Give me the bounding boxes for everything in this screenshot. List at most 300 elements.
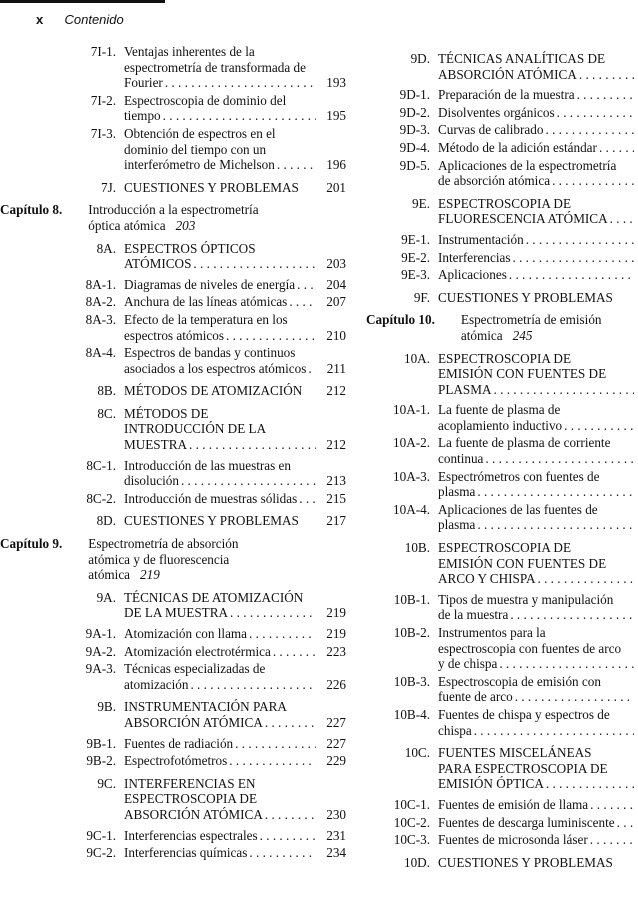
toc-number: 10B-4. xyxy=(393,706,430,722)
toc-subsection xyxy=(58,345,346,376)
toc-title-line xyxy=(438,173,634,189)
toc-subsection xyxy=(58,294,346,310)
toc-title-line xyxy=(124,277,316,293)
toc-title xyxy=(438,745,634,792)
toc-number: 8A. xyxy=(96,240,116,256)
toc-title-text: Fuentes de microsonda láser xyxy=(438,832,588,848)
toc-column-left xyxy=(0,44,346,863)
toc-leader-dots xyxy=(299,491,316,507)
toc-title-line xyxy=(124,753,316,769)
toc-title-line xyxy=(124,312,316,328)
toc-subsection xyxy=(58,312,346,343)
toc-page-number: 223 xyxy=(326,643,346,659)
toc-title-text: TÉCNICAS DE ATOMIZACIÓN xyxy=(124,589,304,605)
toc-number: 9D. xyxy=(410,51,430,66)
toc-section xyxy=(58,241,346,272)
toc-number: 10A-2. xyxy=(393,435,430,451)
toc-title-text: ESPECTROS ÓPTICOS xyxy=(124,240,256,256)
toc-number: 9E. xyxy=(412,195,430,211)
toc-number: 9E-2. xyxy=(401,249,430,265)
toc-subsection xyxy=(58,458,346,489)
toc-leader-dots xyxy=(235,736,316,752)
toc-title-line xyxy=(124,294,316,310)
toc-title-text: Obtención de espectros en el xyxy=(124,125,276,141)
toc-title-line xyxy=(124,361,316,377)
toc-title-text: acoplamiento inductivo xyxy=(438,417,563,433)
toc-title xyxy=(124,294,316,310)
toc-title xyxy=(124,699,316,730)
toc-number: 10A. xyxy=(403,350,430,366)
toc-title-line xyxy=(124,715,316,731)
toc-number: 7I-2. xyxy=(90,92,116,108)
toc-title-text: Espectrofotómetros xyxy=(124,753,228,769)
toc-title-text: EMISIÓN CON FUENTES DE xyxy=(438,555,607,571)
toc-title-line xyxy=(438,140,634,156)
toc-subsection xyxy=(58,845,346,861)
toc-leader-dots xyxy=(537,571,634,587)
toc-page-number: 229 xyxy=(326,753,346,769)
toc-page-number: 212 xyxy=(326,437,346,453)
toc-leader-dots xyxy=(249,845,316,861)
toc-title-text: Ventajas inherentes de la xyxy=(124,44,255,59)
toc-title-text: Instrumentación xyxy=(438,231,524,247)
toc-subsection xyxy=(58,828,346,844)
toc-title-text: CUESTIONES Y PROBLEMAS xyxy=(124,513,299,529)
toc-page-number: 226 xyxy=(326,676,346,692)
toc-title-line xyxy=(124,126,316,142)
toc-title-line xyxy=(438,723,634,739)
toc-title xyxy=(438,51,634,82)
toc-title-line xyxy=(438,418,634,434)
toc-title-line xyxy=(438,776,634,792)
toc-number: 8A-1. xyxy=(85,276,116,292)
toc-number: 10C. xyxy=(404,745,430,761)
toc-subsection xyxy=(372,502,634,533)
toc-title-text: atomización xyxy=(124,676,189,692)
toc-section xyxy=(372,51,634,82)
toc-page-number: 203 xyxy=(175,217,196,233)
toc-leader-dots xyxy=(546,776,634,792)
toc-title-text: Espectrometría de absorción xyxy=(88,536,239,552)
toc-leader-dots xyxy=(510,607,634,623)
toc-title-text: Disolventes orgánicos xyxy=(438,104,555,120)
toc-number: 10D. xyxy=(403,854,430,870)
toc-title-line xyxy=(438,592,634,608)
toc-leader-dots xyxy=(226,328,316,344)
toc-title xyxy=(438,832,634,848)
toc-subsection xyxy=(58,626,346,642)
toc-title-text: Fuentes de radiación xyxy=(124,735,234,751)
toc-title-line xyxy=(124,108,316,124)
toc-number: 9C. xyxy=(97,775,116,791)
toc-title-text: Aplicaciones xyxy=(438,267,507,283)
toc-number: 9D-2. xyxy=(399,104,430,120)
toc-title xyxy=(124,383,316,399)
toc-title-text: dominio del tiempo con un xyxy=(124,141,267,157)
toc-page-number: 230 xyxy=(326,806,346,822)
toc-title-line xyxy=(438,267,634,283)
toc-title-text: Espectroscopia de dominio del xyxy=(124,92,287,108)
toc-page-number: 204 xyxy=(326,276,346,292)
toc-title-line xyxy=(438,51,634,67)
toc-title-line xyxy=(124,93,316,109)
toc-subsection xyxy=(372,250,634,266)
toc-title-line xyxy=(438,250,634,266)
toc-number: 8C-1. xyxy=(86,457,116,473)
toc-title-line xyxy=(124,626,316,642)
toc-title-text: chispa xyxy=(438,722,472,738)
toc-title xyxy=(438,540,634,587)
toc-leader-dots xyxy=(477,517,634,533)
toc-page-number: 203 xyxy=(326,256,346,272)
toc-title-line xyxy=(438,105,634,121)
toc-title-line xyxy=(438,382,634,398)
toc-title-text: Atomización con llama xyxy=(124,626,248,641)
toc-title-line xyxy=(124,677,316,693)
toc-title xyxy=(124,626,316,642)
toc-leader-dots xyxy=(190,677,316,693)
toc-title-text: Espectroscopia de emisión con xyxy=(438,673,601,689)
toc-title xyxy=(124,406,316,453)
toc-title-text: ESPECTROSCOPIA DE xyxy=(438,195,572,211)
toc-title-line xyxy=(124,807,316,823)
toc-title-text: PARA ESPECTROSCOPIA DE xyxy=(438,760,608,776)
toc-title-line xyxy=(124,513,316,529)
toc-title-text: Anchura de las líneas atómicas xyxy=(124,294,288,310)
toc-title xyxy=(124,661,316,692)
toc-title-text: Curvas de calibrado xyxy=(438,122,544,138)
toc-subsection xyxy=(372,122,634,138)
toc-subsection xyxy=(372,105,634,121)
toc-title-text: Preparación de la muestra xyxy=(438,87,575,103)
toc-section xyxy=(372,351,634,398)
toc-number: 9D-1. xyxy=(399,87,430,103)
toc-number: 9B-2. xyxy=(86,753,116,769)
toc-title-line xyxy=(124,828,316,844)
toc-title-line xyxy=(438,556,634,572)
toc-title-line xyxy=(438,517,634,533)
toc-title-text: Método de la adición estándar xyxy=(438,139,597,155)
toc-leader-dots xyxy=(181,473,316,489)
toc-title-text: MUESTRA xyxy=(124,437,188,453)
toc-page-number: 195 xyxy=(326,108,346,124)
toc-title-text: espectros atómicos xyxy=(124,327,224,343)
toc-leader-dots xyxy=(229,753,316,769)
toc-subsection xyxy=(372,87,634,103)
toc-number: 9B. xyxy=(97,699,116,715)
toc-leader-dots xyxy=(485,451,634,467)
toc-title xyxy=(438,105,634,121)
toc-number: 10A-4. xyxy=(393,501,430,517)
toc-title xyxy=(438,592,634,623)
toc-title-text: Fuentes de descarga luminiscente xyxy=(438,814,615,830)
toc-page-number: 196 xyxy=(326,157,346,173)
toc-title-text: de la muestra xyxy=(438,607,509,623)
toc-section xyxy=(58,383,346,399)
toc-title-line xyxy=(438,158,634,174)
toc-title-line xyxy=(438,469,634,485)
toc-subsection xyxy=(372,797,634,813)
toc-subsection xyxy=(372,707,634,738)
toc-section xyxy=(372,540,634,587)
toc-subsection xyxy=(372,592,634,623)
toc-title-line xyxy=(124,605,316,621)
toc-title-line xyxy=(438,707,634,723)
toc-leader-dots xyxy=(260,828,316,844)
toc-number: 8D. xyxy=(96,513,116,529)
toc-title-line xyxy=(124,644,316,660)
toc-title xyxy=(124,513,316,529)
toc-title-text: PLASMA xyxy=(438,381,492,397)
toc-title-line xyxy=(438,290,634,306)
toc-title-text: atómica xyxy=(88,567,131,583)
toc-title-line xyxy=(124,256,316,272)
toc-title-text: ESPECTROSCOPIA DE xyxy=(438,540,572,556)
toc-title-line xyxy=(124,736,316,752)
running-header xyxy=(36,12,124,28)
toc-leader-dots xyxy=(564,418,634,434)
toc-title-text: Interferencias espectrales xyxy=(124,827,258,843)
toc-title-text: INSTRUMENTACIÓN PARA xyxy=(124,699,287,715)
toc-title-line xyxy=(438,641,634,657)
toc-title-text: FUENTES MISCELÁNEAS xyxy=(438,745,592,761)
toc-number: 9E-3. xyxy=(401,267,430,283)
toc-number: 9C-1. xyxy=(86,827,116,843)
toc-leader-dots xyxy=(590,797,634,813)
toc-page-number: 211 xyxy=(326,360,346,376)
toc-subsection xyxy=(58,644,346,660)
toc-number: 10C-2. xyxy=(393,814,430,830)
toc-title xyxy=(124,241,316,272)
toc-title-text: ABSORCIÓN ATÓMICA xyxy=(438,66,577,82)
toc-title-text: CUESTIONES Y PROBLEMAS xyxy=(438,854,613,870)
toc-title xyxy=(438,815,634,831)
toc-title-line xyxy=(124,661,316,677)
toc-title-text: de absorción atómica xyxy=(438,173,551,189)
toc-title-text: CUESTIONES Y PROBLEMAS xyxy=(438,289,613,305)
toc-title-text: atómica xyxy=(460,327,503,343)
toc-title-line xyxy=(124,345,316,361)
toc-subsection xyxy=(58,491,346,507)
toc-title-line xyxy=(438,832,634,848)
toc-title-line xyxy=(438,540,634,556)
toc-title xyxy=(76,202,346,233)
toc-title-text: espectrometría de transformada de xyxy=(124,59,306,75)
toc-number: 10C-1. xyxy=(393,796,430,812)
toc-title-line xyxy=(438,502,634,518)
toc-title-line xyxy=(438,122,634,138)
toc-page-number: 231 xyxy=(326,827,346,843)
toc-title-line xyxy=(88,218,346,234)
toc-section xyxy=(58,590,346,621)
toc-title-text: plasma xyxy=(438,484,476,500)
toc-title-line xyxy=(124,473,316,489)
toc-title xyxy=(124,845,316,861)
toc-title xyxy=(449,312,634,343)
toc-leader-dots xyxy=(545,122,634,138)
toc-title-text: FLUORESCENCIA ATÓMICA xyxy=(438,211,608,227)
toc-title-text: fuente de arco xyxy=(438,689,513,705)
toc-title xyxy=(124,44,316,91)
toc-title-line xyxy=(438,351,634,367)
toc-title-text: La fuente de plasma de xyxy=(438,402,561,418)
toc-title-line xyxy=(124,437,316,453)
toc-number: 8A-4. xyxy=(85,345,116,361)
toc-title-line xyxy=(88,552,346,568)
toc-title xyxy=(438,435,634,466)
toc-title xyxy=(438,232,634,248)
toc-number: Capítulo 9. xyxy=(0,536,63,552)
toc-number: 10B-1. xyxy=(393,591,430,607)
toc-leader-dots xyxy=(552,173,634,189)
toc-leader-dots xyxy=(515,689,634,705)
toc-page-number: 227 xyxy=(326,714,346,730)
toc-title xyxy=(438,351,634,398)
toc-number: 8B. xyxy=(97,383,116,399)
toc-title xyxy=(124,753,316,769)
toc-title-line xyxy=(88,202,346,218)
page-mark: x xyxy=(36,12,44,27)
toc-title-text: tiempo xyxy=(124,108,161,124)
toc-title-text: ABSORCIÓN ATÓMICA xyxy=(124,806,263,822)
toc-title xyxy=(124,93,316,124)
toc-leader-dots xyxy=(499,656,634,672)
toc-subsection xyxy=(372,625,634,672)
toc-leader-dots xyxy=(193,256,316,272)
toc-title-line xyxy=(438,67,634,83)
toc-title-line xyxy=(438,607,634,623)
toc-title xyxy=(124,458,316,489)
toc-title xyxy=(124,776,316,823)
toc-title-text: ARCO Y CHISPA xyxy=(438,571,536,587)
toc-number: 10B-3. xyxy=(393,673,430,689)
toc-chapter xyxy=(0,536,346,583)
toc-number: 8C. xyxy=(97,405,116,421)
toc-title xyxy=(124,312,316,343)
toc-number: 9B-1. xyxy=(86,735,116,751)
toc-title-text: CUESTIONES Y PROBLEMAS xyxy=(124,179,299,195)
toc-title-line xyxy=(438,366,634,382)
toc-number: 8A-3. xyxy=(85,311,116,327)
toc-title-text: EMISIÓN ÓPTICA xyxy=(438,776,544,792)
toc-leader-dots xyxy=(249,626,316,642)
toc-leader-dots xyxy=(494,382,635,398)
toc-title-line xyxy=(438,435,634,451)
toc-title-line xyxy=(438,625,634,641)
toc-title-text: Efecto de la temperatura en los xyxy=(124,311,288,327)
toc-title-text: atómica y de fluorescencia xyxy=(88,551,230,567)
toc-title-text: Introducción de las muestras en xyxy=(124,457,291,473)
toc-number: Capítulo 8. xyxy=(0,202,63,218)
toc-title xyxy=(438,674,634,705)
toc-subsection xyxy=(58,126,346,173)
toc-number: 10B. xyxy=(404,540,430,556)
toc-title-text: continua xyxy=(438,451,484,467)
toc-title-text: Fuentes de chispa y espectros de xyxy=(438,706,610,722)
toc-title-text: Espectrómetros con fuentes de xyxy=(438,468,600,484)
toc-title-text: Aplicaciones de las fuentes de xyxy=(438,501,598,517)
toc-title-line xyxy=(124,491,316,507)
toc-title xyxy=(438,87,634,103)
toc-title-text: Espectros de bandas y continuos xyxy=(124,345,296,361)
toc-title xyxy=(124,277,316,293)
toc-title-line xyxy=(124,590,316,606)
toc-subsection xyxy=(58,44,346,91)
toc-title xyxy=(438,402,634,433)
toc-title-line xyxy=(438,232,634,248)
toc-title-text: Atomización electrotérmica xyxy=(124,643,271,659)
toc-title-text: óptica atómica xyxy=(88,217,166,233)
toc-leader-dots xyxy=(617,815,634,831)
toc-title-line xyxy=(461,312,634,328)
toc-title-line xyxy=(124,458,316,474)
toc-title-text: Interferencias xyxy=(438,249,511,265)
toc-number: 7J. xyxy=(100,179,116,195)
toc-number: 9C-2. xyxy=(86,845,116,861)
toc-page-number: 217 xyxy=(326,513,346,529)
toc-title-text: Tipos de muestra y manipulación xyxy=(438,591,614,607)
toc-title-line xyxy=(438,451,634,467)
toc-title-line xyxy=(461,328,634,344)
toc-title xyxy=(438,707,634,738)
toc-number: 8A-2. xyxy=(85,294,116,310)
toc-title xyxy=(438,250,634,266)
toc-title-line xyxy=(438,797,634,813)
toc-title xyxy=(124,126,316,173)
toc-subsection xyxy=(58,661,346,692)
toc-leader-dots xyxy=(599,140,634,156)
toc-title-text: Instrumentos para la xyxy=(438,625,546,640)
toc-leader-dots xyxy=(165,75,316,91)
toc-number: 9D-4. xyxy=(399,139,430,155)
toc-leader-dots xyxy=(265,715,316,731)
toc-title xyxy=(124,180,316,196)
toc-page-number: 219 xyxy=(140,567,160,583)
toc-title-text: MÉTODOS DE ATOMIZACIÓN xyxy=(124,383,303,399)
toc-subsection xyxy=(372,402,634,433)
toc-title xyxy=(124,828,316,844)
toc-title-text: TÉCNICAS ANALÍTICAS DE xyxy=(438,51,606,66)
toc-title xyxy=(438,267,634,283)
toc-title xyxy=(438,797,634,813)
toc-title xyxy=(438,140,634,156)
toc-section xyxy=(372,855,634,871)
toc-title xyxy=(124,345,316,376)
toc-number: 10B-2. xyxy=(393,625,430,640)
toc-page-number: 227 xyxy=(326,735,346,751)
toc-title-line xyxy=(88,536,346,552)
toc-title xyxy=(438,196,634,227)
toc-title-text: ESPECTROSCOPIA DE xyxy=(124,791,258,807)
toc-title xyxy=(124,736,316,752)
toc-title-line xyxy=(124,44,316,60)
toc-title xyxy=(438,855,634,871)
toc-page-number: 213 xyxy=(326,473,346,489)
toc-title-text: disolución xyxy=(124,473,179,489)
toc-title xyxy=(76,536,346,583)
toc-leader-dots xyxy=(230,605,316,621)
toc-page-number: 210 xyxy=(326,327,346,343)
toc-leader-dots xyxy=(577,87,634,103)
header-title: Contenido xyxy=(64,12,124,27)
toc-subsection xyxy=(58,93,346,124)
toc-page-number: 207 xyxy=(326,294,346,310)
toc-title-line xyxy=(438,656,634,672)
toc-subsection xyxy=(58,736,346,752)
toc-number: 10A-3. xyxy=(393,468,430,484)
toc-page-number: 193 xyxy=(326,75,346,91)
toc-title-text: INTRODUCCIÓN DE LA xyxy=(124,421,267,437)
